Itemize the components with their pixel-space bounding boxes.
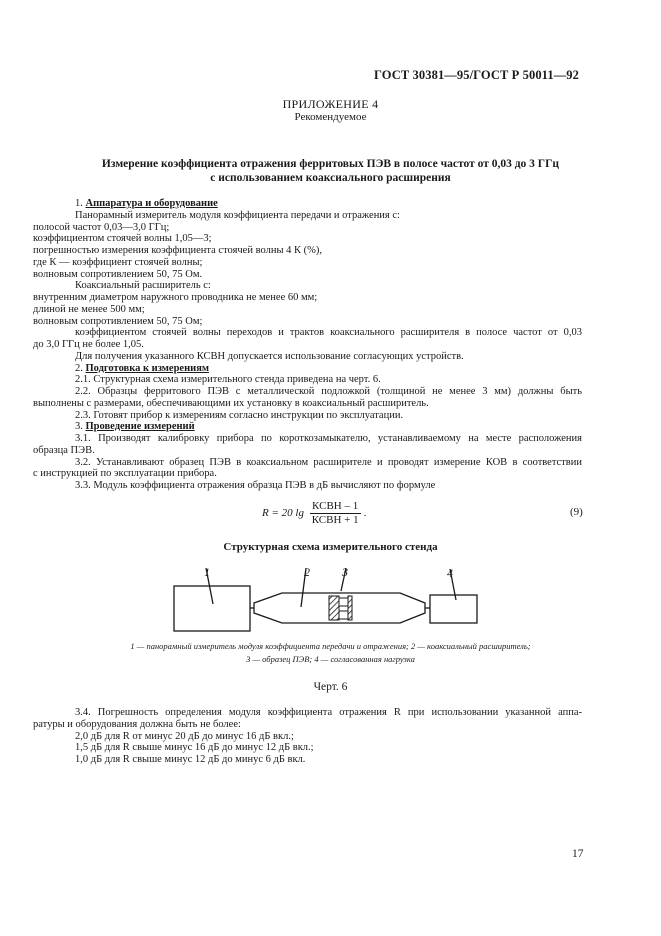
callout-1: 1 [204,565,210,579]
paragraph: ратуры и оборудования должна быть не более: [33,718,241,730]
paragraph: образца ПЭВ. [33,444,95,456]
page-number: 17 [572,848,584,860]
paragraph: где К — коэффициент стоячей волны; [33,256,203,268]
paragraph: Коаксиальный расширитель с: [75,280,211,292]
paragraph: 3.1. Производят калибровку прибора по короткозамыкателю, устанавливаемому на месте расположения [75,433,582,444]
section-3-title: Проведение измерений [85,421,195,433]
appendix-subtitle: Рекомендуемое [294,111,367,123]
callout-2: 2 [304,565,310,579]
paragraph: коэффициентом стоячей волны 1,05—3; [33,233,212,245]
paragraph: полосой частот 0,03—3,0 ГГц; [33,221,170,233]
paragraph: до 3,0 ГГц не более 1,05. [33,339,144,350]
list-item: 2,0 дБ для R от минус 20 дБ до минус 16 дБ вкл.; [75,730,294,742]
figure-legend-line2: 3 — образец ПЭВ; 4 — согласованная нагрузка [246,654,415,664]
paragraph: 2.3. Готовят прибор к измерениям согласно инструкции по эксплуатации. [75,409,404,421]
callout-3: 3 [342,565,348,579]
paragraph: погрешностью измерения коэффициента стоячей волны 4 К (%), [33,245,322,256]
standard-header: ГОСТ 30381—95/ГОСТ Р 50011—92 [374,68,579,82]
paragraph: 2.2. Образцы ферритового ПЭВ с металлической подложкой (толщиной не менее 3 мм) должны быть [75,386,582,397]
section-1-heading: 1. Аппаратура и оборудование [75,198,218,209]
section-3-heading: 3. Проведение измерений [75,421,195,433]
formula-denominator: КСВН + 1 [311,514,359,526]
formula-number: (9) [570,506,583,518]
paragraph: с инструкцией по эксплуатации прибора. [33,468,217,480]
section-2-heading: 2. Подготовка к измерениям [75,362,210,374]
paragraph: длиной не менее 500 мм; [33,303,145,315]
paragraph: 3.4. Погрешность определения модуля коэффициента отражения R при использовании указанной аппа- [75,707,582,718]
section-heading-line2: с использованием коаксиального расширения [210,172,451,184]
paragraph: Для получения указанного КСВН допускается использование согласующих устройств. [75,350,464,362]
list-item: 1,5 дБ для R свыше минус 16 дБ до минус 12 дБ вкл.; [75,742,314,754]
formula-tail: . [363,507,367,520]
paragraph: внутренним диаметром наружного проводника не менее 60 мм; [33,292,318,303]
panoramic-meter-box [174,586,250,631]
paragraph: коэффициентом стоячей волны переходов и трактов коаксиального расширителя в полосе частот от 0,03 [75,327,582,339]
figure-caption: Структурная схема измерительного стенда [223,541,438,553]
appendix-title: ПРИЛОЖЕНИЕ 4 [282,97,379,111]
paragraph: выполнены с размерами, обеспечивающими их установку в коаксиальный расширитель. [33,397,429,409]
sample-specimen [329,596,352,620]
list-item: 1,0 дБ для R свыше минус 12 дБ до минус 6 дБ вкл. [75,754,306,765]
paragraph: 2.1. Структурная схема измерительного стенда приведена на черт. 6. [75,374,381,386]
body-text-block-2 [33,707,582,766]
formula-numerator: КСВН – 1 [310,500,361,514]
section-2-title: Подготовка к измерениям [85,362,210,374]
paragraph: 3.2. Устанавливают образец ПЭВ в коаксиальном расширителе и проводят измерение КОВ в соответствии [75,456,582,468]
figure-label: Черт. 6 [313,681,348,693]
paragraph: волновым сопротивлением 50, 75 Ом; [33,315,203,327]
paragraph: Панорамный измеритель модуля коэффициента передачи и отражения с: [75,209,400,221]
paragraph: волновым сопротивлением 50, 75 Ом. [33,268,203,280]
paragraph: 3.3. Модуль коэффициента отражения образца ПЭВ в дБ вычисляют по формуле [75,480,436,491]
section-heading-line1: Измерение коэффициента отражения ферритовых ПЭВ в полосе частот от 0,03 до 3 ГГц [101,158,560,170]
formula-lhs: R = 20 lg [262,507,304,520]
callout-4: 4 [447,566,453,580]
figure-legend-line1: 1 — панорамный измеритель модуля коэффициента передачи и отражения; 2 — коаксиальный расширитель; [130,641,531,651]
matched-load-box [430,595,477,623]
section-1-title: Аппаратура и оборудование [85,198,218,209]
